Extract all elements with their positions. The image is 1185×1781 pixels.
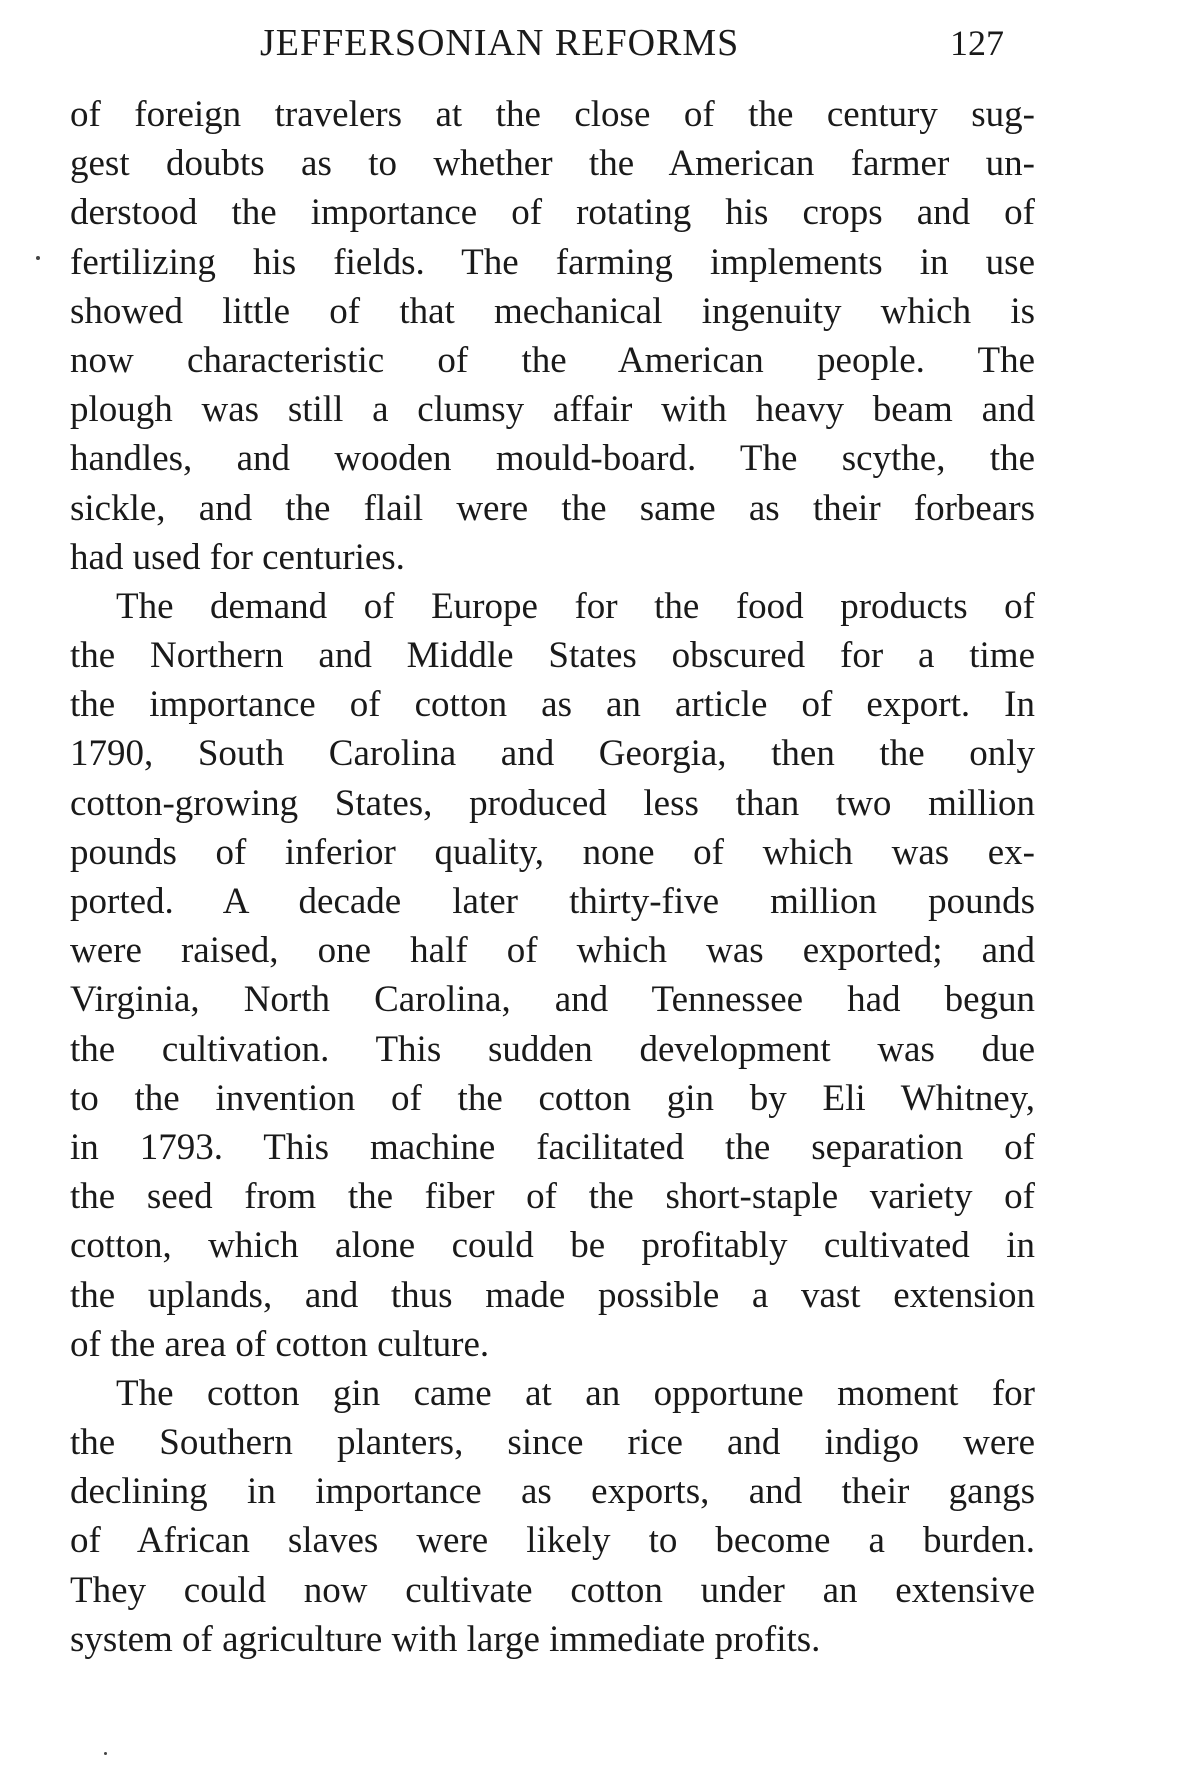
text-line: the importance of cotton as an article of export. In [70,684,1035,726]
text-line: pounds of inferior quality, none of which was ex- [70,831,1035,873]
page-number: 127 [950,23,1004,63]
text-line: The demand of Europe for the food products of [116,585,1035,627]
text-line: declining in importance as exports, and their gangs [70,1471,1035,1513]
text-line: sickle, and the flail were the same as their forbears [70,487,1035,529]
text-line: fertilizing his fields. The farming implements in use [70,241,1035,283]
text-line: the Southern planters, since rice and indigo were [70,1422,1035,1464]
running-title: JEFFERSONIAN REFORMS [260,22,740,64]
running-head [70,18,1055,68]
text-line: The cotton gin came at an opportune moment for [116,1372,1035,1414]
text-line: the Northern and Middle States obscured for a time [70,635,1035,677]
text-line: derstood the importance of rotating his crops and of [70,192,1035,234]
text-line: 1790, South Carolina and Georgia, then the only [70,733,1035,775]
scan-speck [104,1752,107,1755]
text-line: the seed from the fiber of the short-staple variety of [70,1176,1035,1218]
text-line: system of agriculture with large immediate profits. [70,1618,821,1660]
paragraph [70,90,1035,582]
text-line: They could now cultivate cotton under an extensive [70,1569,1035,1611]
text-line: plough was still a clumsy affair with heavy beam and [70,389,1035,431]
body-text [70,90,1035,1664]
text-line: of foreign travelers at the close of the century sug- [70,94,1035,135]
text-line: Virginia, North Carolina, and Tennessee had begun [70,979,1035,1021]
text-line: ported. A decade later thirty-five million pounds [70,881,1035,922]
text-line: to the invention of the cotton gin by Eli Whitney, [70,1077,1035,1119]
text-line: were raised, one half of which was exported; and [70,930,1035,972]
text-line: of African slaves were likely to become a burden. [70,1520,1035,1562]
text-line: in 1793. This machine facilitated the separation of [70,1126,1035,1168]
scan-speck [36,256,40,260]
text-line: now characteristic of the American people. The [70,339,1035,381]
text-line: gest doubts as to whether the American farmer un- [70,143,1035,185]
text-line: the uplands, and thus made possible a vast extension [70,1274,1035,1316]
text-line: of the area of cotton culture. [70,1323,490,1365]
text-line: had used for centuries. [70,536,405,578]
text-line: the cultivation. This sudden development was due [70,1028,1035,1070]
text-line: cotton-growing States, produced less than two million [70,782,1035,824]
paragraph [70,582,1035,1369]
paragraph [70,1369,1035,1664]
text-line: handles, and wooden mould-board. The scythe, the [70,438,1035,480]
text-line: showed little of that mechanical ingenuity which is [70,290,1035,332]
text-line: cotton, which alone could be profitably cultivated in [70,1225,1035,1267]
